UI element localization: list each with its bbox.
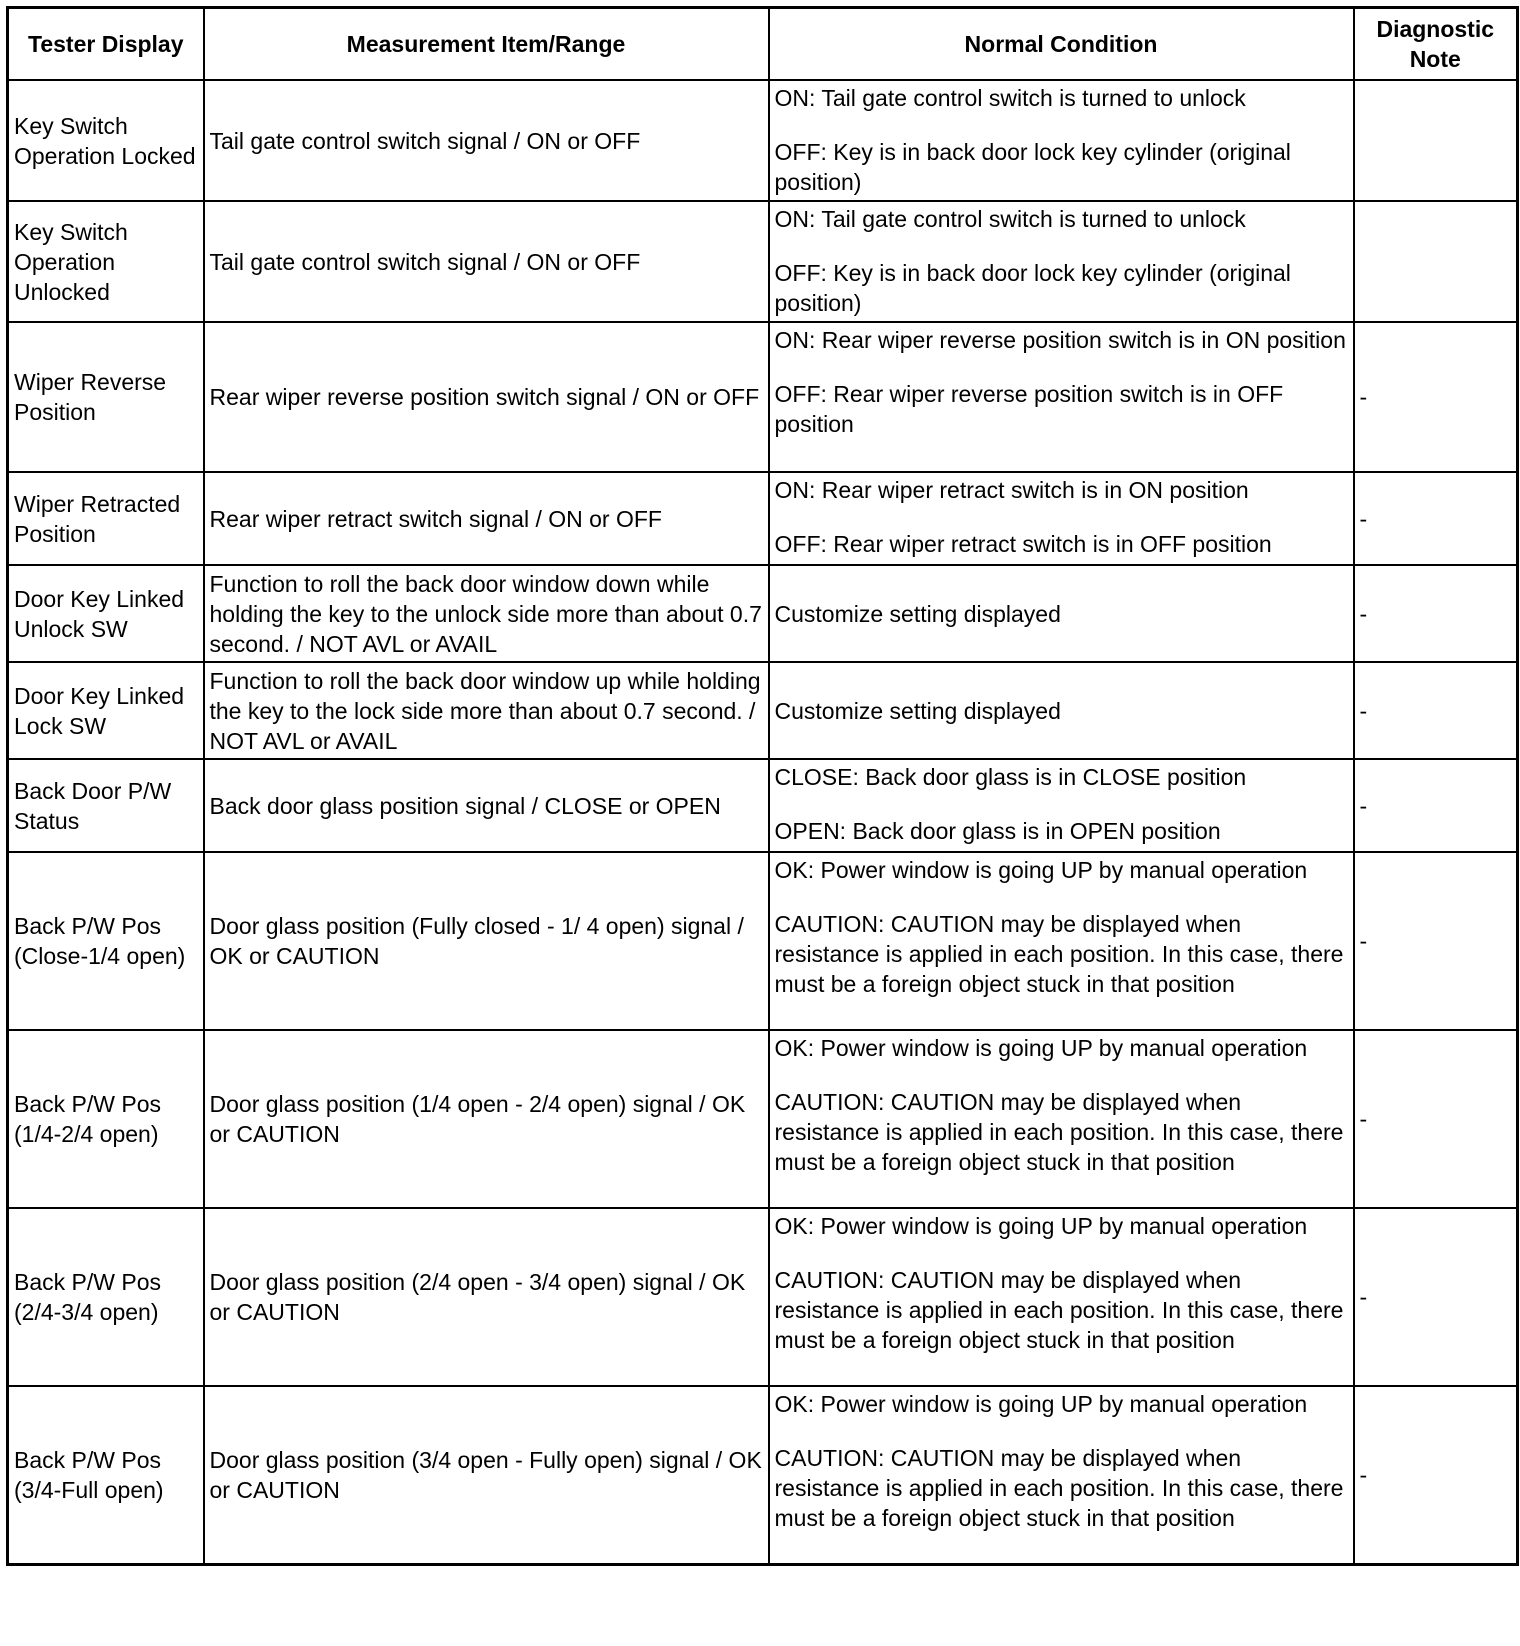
header-normal-condition: Normal Condition: [769, 8, 1354, 81]
condition-text: ON: Tail gate control switch is turned to unlock: [774, 85, 1246, 111]
cell-diagnostic-note: -: [1354, 662, 1518, 759]
document-page: [6, 6, 1519, 1566]
condition-text: OFF: Key is in back door lock key cylinder (original position): [774, 139, 1291, 195]
condition-text: OPEN: Back door glass is in OPEN position: [774, 818, 1221, 844]
table-header-row: [8, 8, 1518, 81]
condition-text: ON: Rear wiper retract switch is in ON position: [774, 477, 1249, 503]
header-tester-display: Tester Display: [8, 8, 204, 81]
cell-normal-condition: [769, 662, 1354, 759]
condition-text: ON: Tail gate control switch is turned to unlock: [774, 206, 1246, 232]
condition-text: OK: Power window is going UP by manual operation: [774, 1213, 1308, 1239]
cell-measurement: Rear wiper retract switch signal / ON or OFF: [204, 472, 769, 565]
condition-text: OK: Power window is going UP by manual operation: [774, 1035, 1308, 1061]
cell-normal-condition: [769, 80, 1354, 201]
condition-text: OK: Power window is going UP by manual operation: [774, 1391, 1308, 1417]
condition-text: OFF: Rear wiper retract switch is in OFF position: [774, 531, 1272, 557]
condition-text: CAUTION: CAUTION may be displayed when resistance is applied in each position. In this case, there must be a foreign object stuck in that position: [774, 1445, 1344, 1531]
table-row: [8, 1208, 1518, 1386]
condition-text: CAUTION: CAUTION may be displayed when resistance is applied in each position. In this case, there must be a foreign object stuck in that position: [774, 1267, 1344, 1353]
table-body: [8, 80, 1518, 1564]
cell-normal-condition: [769, 322, 1354, 472]
cell-normal-condition: [769, 759, 1354, 852]
table-row: [8, 1386, 1518, 1564]
table-row: [8, 80, 1518, 201]
cell-measurement: Function to roll the back door window up while holding the key to the lock side more than about 0.7 second. / NOT AVL or AVAIL: [204, 662, 769, 759]
cell-normal-condition: [769, 1386, 1354, 1564]
cell-diagnostic-note: -: [1354, 1386, 1518, 1564]
header-diagnostic-note: Diagnostic Note: [1354, 8, 1518, 81]
cell-diagnostic-note: -: [1354, 565, 1518, 662]
table-row: [8, 759, 1518, 852]
table-row: [8, 662, 1518, 759]
cell-diagnostic-note: -: [1354, 852, 1518, 1030]
cell-diagnostic-note: -: [1354, 1208, 1518, 1386]
cell-measurement: Door glass position (3/4 open - Fully open) signal / OK or CAUTION: [204, 1386, 769, 1564]
cell-normal-condition: [769, 201, 1354, 322]
data-monitor-table: [6, 6, 1519, 1566]
cell-normal-condition: [769, 565, 1354, 662]
cell-measurement: Door glass position (Fully closed - 1/ 4 open) signal / OK or CAUTION: [204, 852, 769, 1030]
cell-diagnostic-note: -: [1354, 322, 1518, 472]
cell-diagnostic-note: -: [1354, 759, 1518, 852]
table-row: [8, 472, 1518, 565]
cell-tester-display: Wiper Retracted Position: [8, 472, 204, 565]
cell-diagnostic-note: [1354, 80, 1518, 201]
table-row: [8, 565, 1518, 662]
condition-text: OK: Power window is going UP by manual operation: [774, 857, 1308, 883]
cell-measurement: Function to roll the back door window down while holding the key to the unlock side more than about 0.7 second. / NOT AVL or AVAIL: [204, 565, 769, 662]
cell-tester-display: Door Key Linked Unlock SW: [8, 565, 204, 662]
cell-normal-condition: [769, 1030, 1354, 1208]
cell-tester-display: Key Switch Operation Unlocked: [8, 201, 204, 322]
cell-measurement: Door glass position (1/4 open - 2/4 open) signal / OK or CAUTION: [204, 1030, 769, 1208]
cell-tester-display: Back Door P/W Status: [8, 759, 204, 852]
cell-diagnostic-note: [1354, 201, 1518, 322]
cell-tester-display: Back P/W Pos (Close-1/4 open): [8, 852, 204, 1030]
condition-text: CAUTION: CAUTION may be displayed when resistance is applied in each position. In this case, there must be a foreign object stuck in that position: [774, 911, 1344, 997]
cell-diagnostic-note: -: [1354, 472, 1518, 565]
condition-text: CLOSE: Back door glass is in CLOSE position: [774, 764, 1247, 790]
cell-tester-display: Back P/W Pos (2/4-3/4 open): [8, 1208, 204, 1386]
condition-text: ON: Rear wiper reverse position switch is in ON position: [774, 327, 1346, 353]
cell-normal-condition: [769, 1208, 1354, 1386]
cell-measurement: Back door glass position signal / CLOSE or OPEN: [204, 759, 769, 852]
cell-measurement: Tail gate control switch signal / ON or OFF: [204, 201, 769, 322]
table-row: [8, 322, 1518, 472]
header-measurement: Measurement Item/Range: [204, 8, 769, 81]
cell-tester-display: Door Key Linked Lock SW: [8, 662, 204, 759]
condition-text: CAUTION: CAUTION may be displayed when resistance is applied in each position. In this case, there must be a foreign object stuck in that position: [774, 1089, 1344, 1175]
condition-text: OFF: Rear wiper reverse position switch is in OFF position: [774, 381, 1284, 437]
table-row: [8, 201, 1518, 322]
condition-text: OFF: Key is in back door lock key cylinder (original position): [774, 260, 1291, 316]
cell-tester-display: Back P/W Pos (3/4-Full open): [8, 1386, 204, 1564]
table-row: [8, 852, 1518, 1030]
table-row: [8, 1030, 1518, 1208]
cell-tester-display: Wiper Reverse Position: [8, 322, 204, 472]
cell-measurement: Rear wiper reverse position switch signal / ON or OFF: [204, 322, 769, 472]
cell-normal-condition: [769, 472, 1354, 565]
condition-text: Customize setting displayed: [774, 697, 1061, 724]
cell-tester-display: Back P/W Pos (1/4-2/4 open): [8, 1030, 204, 1208]
cell-tester-display: Key Switch Operation Locked: [8, 80, 204, 201]
condition-text: Customize setting displayed: [774, 600, 1061, 627]
cell-normal-condition: [769, 852, 1354, 1030]
cell-diagnostic-note: -: [1354, 1030, 1518, 1208]
cell-measurement: Door glass position (2/4 open - 3/4 open) signal / OK or CAUTION: [204, 1208, 769, 1386]
cell-measurement: Tail gate control switch signal / ON or OFF: [204, 80, 769, 201]
